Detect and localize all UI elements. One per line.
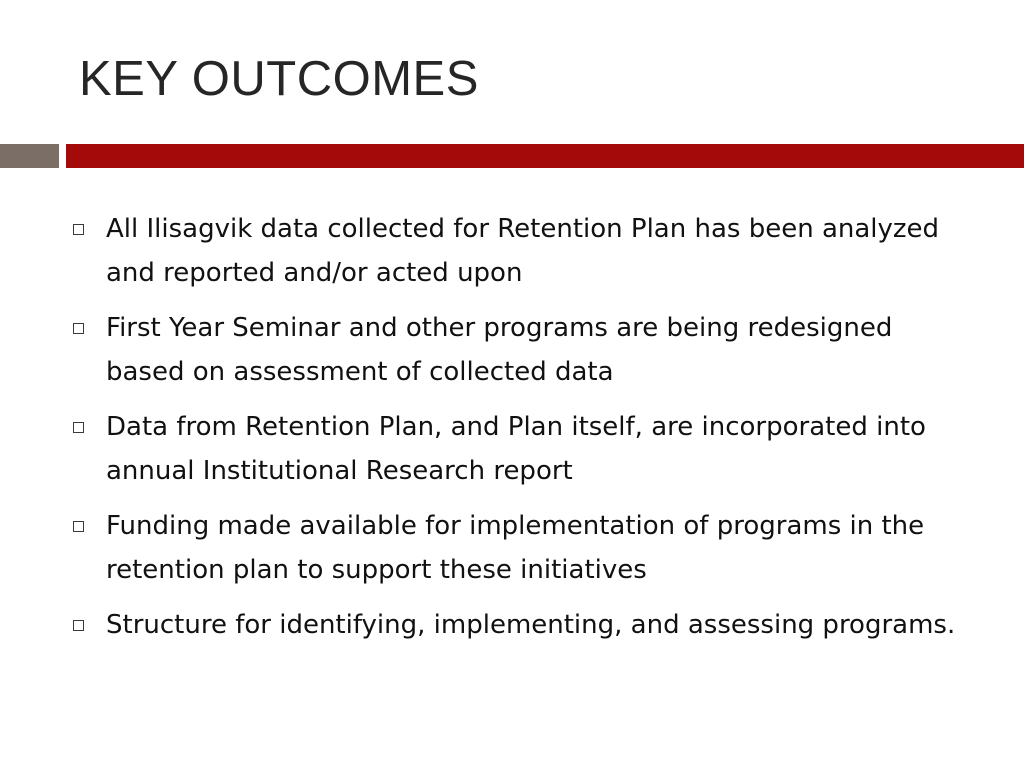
hollow-square-icon <box>73 224 84 235</box>
bullet-text: Data from Retention Plan, and Plan itself, are incorporated into annual Institutional Research report <box>106 412 926 486</box>
bullet-item <box>0 603 1024 647</box>
hollow-square-icon <box>73 422 84 433</box>
accent-bar-left <box>0 144 59 168</box>
accent-bar-right <box>66 144 1024 168</box>
bullet-item <box>0 504 1024 592</box>
bullet-text: All Ilisagvik data collected for Retention Plan has been analyzed and reported and/or acted upon <box>106 214 940 288</box>
hollow-square-icon <box>73 323 84 334</box>
slide-title: KEY OUTCOMES <box>79 52 479 106</box>
bullet-text: Funding made available for implementation of programs in the retention plan to support these initiatives <box>106 511 925 585</box>
bullet-item <box>0 207 1024 295</box>
bullet-item <box>0 405 1024 493</box>
bullet-text: First Year Seminar and other programs are being redesigned based on assessment of collected data <box>106 313 893 387</box>
bullet-item <box>0 306 1024 394</box>
hollow-square-icon <box>73 521 84 532</box>
bullet-text: Structure for identifying, implementing, and assessing programs. <box>106 610 956 640</box>
hollow-square-icon <box>73 620 84 631</box>
bullet-list <box>0 207 1024 658</box>
